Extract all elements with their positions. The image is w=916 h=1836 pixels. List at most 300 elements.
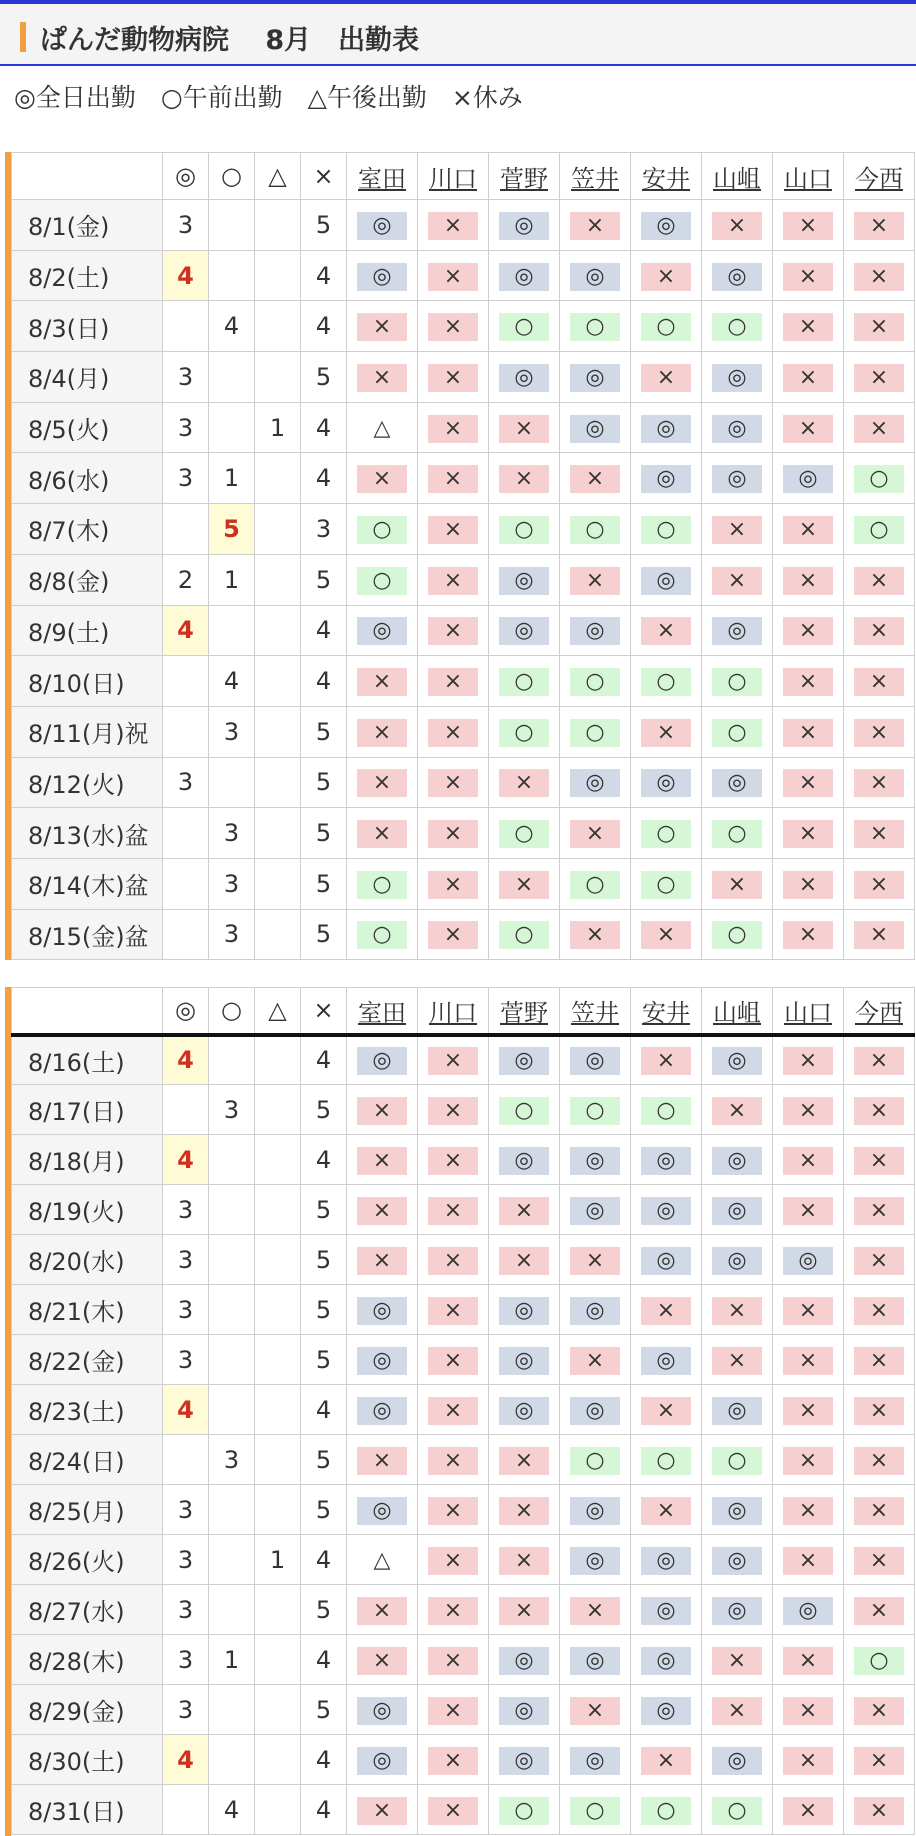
table-row [12, 504, 915, 555]
staff-mark-cell [560, 554, 631, 605]
attendance-mark: ◎ [357, 1697, 407, 1725]
attendance-mark: ◎ [641, 1147, 691, 1175]
attendance-mark: ◎ [712, 465, 762, 493]
staff-mark-cell [560, 250, 631, 301]
header-staff-name[interactable]: 室田 [347, 988, 418, 1035]
count-off: 4 [301, 1135, 347, 1185]
header-staff-name[interactable]: 安井 [631, 988, 702, 1035]
count-off: 4 [301, 656, 347, 707]
attendance-mark: × [570, 465, 620, 493]
staff-mark-cell [489, 858, 560, 909]
row-date: 8/24(日) [12, 1435, 163, 1485]
staff-mark-cell [489, 605, 560, 656]
row-date: 8/16(土) [12, 1035, 163, 1085]
staff-mark-cell [489, 554, 560, 605]
staff-mark-cell [844, 858, 915, 909]
count-off: 4 [301, 402, 347, 453]
attendance-mark: ○ [499, 820, 549, 848]
count-full-day [163, 1785, 209, 1835]
table-row [12, 1735, 915, 1785]
count-afternoon [255, 605, 301, 656]
staff-mark-cell [844, 453, 915, 504]
attendance-mark: × [428, 1497, 478, 1525]
attendance-mark: × [854, 567, 904, 595]
staff-mark-cell [489, 706, 560, 757]
staff-mark-cell [418, 605, 489, 656]
staff-mark-cell [418, 1035, 489, 1085]
staff-mark-cell [702, 1285, 773, 1335]
count-full-day: 2 [163, 554, 209, 605]
attendance-mark: × [854, 212, 904, 240]
count-morning [209, 352, 255, 403]
staff-mark-cell [844, 504, 915, 555]
attendance-mark: ◎ [499, 364, 549, 392]
header-staff-name[interactable]: 菅野 [489, 153, 560, 200]
staff-mark-cell [844, 808, 915, 859]
attendance-mark: × [641, 263, 691, 291]
count-morning: 3 [209, 909, 255, 960]
count-full-day: 4 [163, 1735, 209, 1785]
count-off: 3 [301, 504, 347, 555]
staff-mark-cell [418, 757, 489, 808]
attendance-mark: × [428, 364, 478, 392]
staff-mark-cell [631, 1585, 702, 1635]
count-morning [209, 1585, 255, 1635]
count-afternoon [255, 757, 301, 808]
attendance-mark: × [783, 1147, 833, 1175]
count-afternoon [255, 1335, 301, 1385]
staff-mark-cell [560, 1185, 631, 1235]
staff-mark-cell [489, 1635, 560, 1685]
staff-mark-cell [347, 250, 418, 301]
staff-mark-cell [631, 1185, 702, 1235]
staff-mark-cell [702, 706, 773, 757]
staff-mark-cell [489, 1035, 560, 1085]
staff-mark-cell [560, 1085, 631, 1135]
count-morning: 3 [209, 706, 255, 757]
header-staff-name[interactable]: 川口 [418, 153, 489, 200]
row-date: 8/25(月) [12, 1485, 163, 1535]
attendance-mark: × [428, 1197, 478, 1225]
staff-mark-cell [418, 1635, 489, 1685]
staff-mark-cell [347, 1285, 418, 1335]
row-date: 8/3(日) [12, 301, 163, 352]
attendance-mark: × [783, 567, 833, 595]
row-date: 8/22(金) [12, 1335, 163, 1385]
schedule-table-part2 [11, 987, 915, 1835]
attendance-mark: × [428, 1147, 478, 1175]
table-row [12, 1635, 915, 1685]
count-afternoon [255, 250, 301, 301]
attendance-mark: ○ [712, 820, 762, 848]
count-full-day: 3 [163, 1335, 209, 1385]
count-afternoon [255, 1435, 301, 1485]
staff-mark-cell [702, 1735, 773, 1785]
staff-mark-cell [844, 1535, 915, 1585]
count-morning: 3 [209, 1085, 255, 1135]
staff-mark-cell [844, 706, 915, 757]
staff-mark-cell [347, 1385, 418, 1435]
staff-mark-cell [773, 250, 844, 301]
attendance-mark: ○ [499, 1097, 549, 1125]
attendance-mark: ○ [570, 1097, 620, 1125]
count-afternoon [255, 1035, 301, 1085]
staff-mark-cell [418, 1235, 489, 1285]
attendance-mark: ○ [641, 871, 691, 899]
attendance-mark: × [712, 567, 762, 595]
attendance-mark: ◎ [641, 567, 691, 595]
attendance-mark: ○ [570, 719, 620, 747]
attendance-mark: × [641, 1047, 691, 1075]
attendance-mark: ○ [712, 1797, 762, 1825]
staff-mark-cell [347, 1485, 418, 1535]
row-date: 8/9(土) [12, 605, 163, 656]
staff-mark-cell [844, 605, 915, 656]
attendance-mark: × [854, 1097, 904, 1125]
count-afternoon [255, 200, 301, 251]
staff-mark-cell [844, 1285, 915, 1335]
attendance-mark: × [428, 1547, 478, 1575]
attendance-mark: × [499, 1497, 549, 1525]
count-full-day: 3 [163, 402, 209, 453]
row-date: 8/19(火) [12, 1185, 163, 1235]
count-afternoon [255, 1235, 301, 1285]
staff-mark-cell [702, 504, 773, 555]
header-staff-name[interactable]: 今西 [844, 153, 915, 200]
table-row [12, 1185, 915, 1235]
attendance-mark: × [428, 212, 478, 240]
attendance-mark: ○ [499, 668, 549, 696]
staff-mark-cell [773, 909, 844, 960]
count-afternoon [255, 352, 301, 403]
staff-mark-cell [702, 1235, 773, 1285]
count-full-day: 3 [163, 1235, 209, 1285]
attendance-mark: × [428, 1097, 478, 1125]
count-full-day: 4 [163, 1385, 209, 1435]
attendance-mark: ○ [499, 921, 549, 949]
header-staff-name[interactable]: 今西 [844, 988, 915, 1035]
attendance-mark: × [428, 415, 478, 443]
staff-mark-cell [489, 1185, 560, 1235]
attendance-mark: ○ [854, 1647, 904, 1675]
attendance-mark: ◎ [357, 1297, 407, 1325]
staff-mark-cell [418, 504, 489, 555]
table-row [12, 1285, 915, 1335]
staff-mark-cell [844, 1685, 915, 1735]
count-morning: 5 [209, 504, 255, 555]
schedule-table-part1 [11, 152, 915, 960]
attendance-mark: × [783, 769, 833, 797]
attendance-mark: × [783, 871, 833, 899]
table-row [12, 858, 915, 909]
attendance-mark: ○ [570, 1797, 620, 1825]
attendance-mark: × [499, 769, 549, 797]
attendance-mark: ○ [712, 1447, 762, 1475]
attendance-mark: × [428, 567, 478, 595]
staff-mark-cell [418, 1585, 489, 1635]
count-afternoon [255, 1485, 301, 1535]
attendance-mark: × [357, 1597, 407, 1625]
staff-mark-cell [631, 1385, 702, 1435]
staff-mark-cell [418, 1135, 489, 1185]
staff-mark-cell [489, 808, 560, 859]
count-afternoon: 1 [255, 402, 301, 453]
header-staff-name[interactable]: 菅野 [489, 988, 560, 1035]
attendance-mark: × [428, 871, 478, 899]
header-blank-cell [12, 988, 163, 1035]
attendance-mark: × [428, 465, 478, 493]
count-full-day [163, 1085, 209, 1135]
count-off: 4 [301, 1535, 347, 1585]
count-full-day [163, 504, 209, 555]
attendance-mark: × [499, 871, 549, 899]
header-staff-name[interactable]: 室田 [347, 153, 418, 200]
count-off: 5 [301, 1685, 347, 1735]
staff-mark-cell [560, 1485, 631, 1535]
count-off: 5 [301, 1235, 347, 1285]
attendance-mark: × [499, 1247, 549, 1275]
count-morning: 1 [209, 1635, 255, 1685]
table-row [12, 1485, 915, 1535]
staff-mark-cell [702, 1585, 773, 1635]
staff-mark-cell [631, 1285, 702, 1335]
count-morning: 4 [209, 301, 255, 352]
attendance-mark: × [854, 1747, 904, 1775]
attendance-mark: ◎ [499, 1347, 549, 1375]
staff-mark-cell [773, 757, 844, 808]
attendance-mark: △ [373, 415, 391, 441]
count-off: 4 [301, 1035, 347, 1085]
count-full-day [163, 656, 209, 707]
header-staff-name[interactable]: 山口 [773, 153, 844, 200]
schedule-table-part2-wrap [0, 987, 916, 1836]
staff-mark-cell [773, 1535, 844, 1585]
attendance-mark: × [499, 1447, 549, 1475]
staff-mark-cell [489, 402, 560, 453]
attendance-mark: × [499, 465, 549, 493]
attendance-mark: × [783, 415, 833, 443]
attendance-mark: ◎ [570, 1047, 620, 1075]
staff-mark-cell [702, 250, 773, 301]
count-morning [209, 1135, 255, 1185]
staff-mark-cell [347, 1785, 418, 1835]
attendance-mark: ○ [499, 313, 549, 341]
attendance-mark: ◎ [570, 1497, 620, 1525]
staff-mark-cell [773, 301, 844, 352]
header-staff-name[interactable]: 山岨 [702, 153, 773, 200]
count-morning [209, 200, 255, 251]
staff-mark-cell [560, 352, 631, 403]
staff-mark-cell [631, 1435, 702, 1485]
table-row [12, 200, 915, 251]
staff-mark-cell [631, 200, 702, 251]
attendance-mark: × [428, 1297, 478, 1325]
staff-mark-cell [631, 1535, 702, 1585]
staff-mark-cell [702, 352, 773, 403]
staff-mark-cell [773, 1585, 844, 1635]
attendance-mark: ◎ [499, 212, 549, 240]
count-afternoon [255, 301, 301, 352]
header-staff-name[interactable]: 笠井 [560, 988, 631, 1035]
attendance-mark: × [783, 1497, 833, 1525]
staff-mark-cell [773, 1335, 844, 1385]
attendance-mark: × [428, 1347, 478, 1375]
table-row [12, 1135, 915, 1185]
count-full-day: 3 [163, 1185, 209, 1235]
header-staff-name[interactable]: 山岨 [702, 988, 773, 1035]
staff-mark-cell [773, 1235, 844, 1285]
staff-mark-cell [560, 200, 631, 251]
staff-mark-cell [489, 656, 560, 707]
staff-mark-cell [489, 1235, 560, 1285]
staff-mark-cell [631, 1735, 702, 1785]
staff-mark-cell [631, 757, 702, 808]
count-full-day: 3 [163, 1485, 209, 1535]
staff-mark-cell [489, 504, 560, 555]
staff-mark-cell [560, 858, 631, 909]
attendance-mark: × [428, 668, 478, 696]
table-row [12, 1235, 915, 1285]
row-date: 8/18(月) [12, 1135, 163, 1185]
count-full-day [163, 706, 209, 757]
attendance-mark: × [783, 1547, 833, 1575]
count-full-day [163, 909, 209, 960]
attendance-mark: ◎ [357, 1497, 407, 1525]
attendance-mark: ◎ [570, 1397, 620, 1425]
staff-mark-cell [844, 1485, 915, 1535]
count-afternoon [255, 909, 301, 960]
attendance-mark: ○ [641, 1097, 691, 1125]
staff-mark-cell [844, 1785, 915, 1835]
table-row [12, 706, 915, 757]
attendance-mark: ◎ [712, 1597, 762, 1625]
staff-mark-cell [631, 1085, 702, 1135]
staff-mark-cell [702, 1135, 773, 1185]
attendance-mark: × [428, 1647, 478, 1675]
staff-mark-cell [489, 352, 560, 403]
staff-mark-cell [347, 504, 418, 555]
staff-mark-cell [560, 706, 631, 757]
count-morning [209, 757, 255, 808]
staff-mark-cell [702, 1685, 773, 1735]
count-off: 4 [301, 453, 347, 504]
count-off: 5 [301, 1335, 347, 1385]
staff-mark-cell [631, 1235, 702, 1285]
attendance-mark: × [854, 668, 904, 696]
staff-mark-cell [489, 1385, 560, 1435]
attendance-mark: ◎ [712, 617, 762, 645]
count-afternoon [255, 858, 301, 909]
staff-mark-cell [347, 706, 418, 757]
staff-mark-cell [347, 402, 418, 453]
attendance-mark: × [428, 1747, 478, 1775]
header-staff-name[interactable]: 安井 [631, 153, 702, 200]
staff-mark-cell [844, 554, 915, 605]
attendance-mark: ◎ [357, 1397, 407, 1425]
attendance-mark: × [854, 921, 904, 949]
attendance-mark: ○ [570, 313, 620, 341]
attendance-mark: ◎ [712, 364, 762, 392]
count-afternoon [255, 1385, 301, 1435]
attendance-mark: × [570, 921, 620, 949]
attendance-mark: × [783, 212, 833, 240]
attendance-mark: × [854, 1697, 904, 1725]
attendance-mark: × [783, 820, 833, 848]
table-row [12, 453, 915, 504]
count-morning: 1 [209, 453, 255, 504]
attendance-mark: × [783, 1047, 833, 1075]
attendance-mark: ◎ [641, 1597, 691, 1625]
header-staff-name[interactable]: 山口 [773, 988, 844, 1035]
count-morning: 3 [209, 808, 255, 859]
count-off: 4 [301, 1385, 347, 1435]
attendance-mark: ◎ [499, 1047, 549, 1075]
row-date: 8/17(日) [12, 1085, 163, 1135]
staff-mark-cell [418, 706, 489, 757]
count-afternoon [255, 808, 301, 859]
staff-mark-cell [418, 402, 489, 453]
staff-mark-cell [560, 909, 631, 960]
header-staff-name[interactable]: 笠井 [560, 153, 631, 200]
row-date: 8/11(月)祝 [12, 706, 163, 757]
staff-mark-cell [844, 200, 915, 251]
header-row [12, 153, 915, 200]
attendance-mark: ◎ [570, 364, 620, 392]
count-afternoon [255, 1735, 301, 1785]
count-off: 5 [301, 1435, 347, 1485]
staff-mark-cell [773, 1785, 844, 1835]
attendance-mark: × [854, 1047, 904, 1075]
staff-mark-cell [347, 909, 418, 960]
count-off: 5 [301, 1285, 347, 1335]
count-off: 5 [301, 352, 347, 403]
attendance-mark: × [357, 1097, 407, 1125]
staff-mark-cell [418, 1385, 489, 1435]
staff-mark-cell [560, 1235, 631, 1285]
staff-mark-cell [773, 1135, 844, 1185]
attendance-mark: ◎ [357, 1047, 407, 1075]
table-row [12, 1085, 915, 1135]
staff-mark-cell [347, 352, 418, 403]
staff-mark-cell [560, 1685, 631, 1735]
attendance-mark: ◎ [641, 415, 691, 443]
staff-mark-cell [702, 453, 773, 504]
table-row [12, 554, 915, 605]
count-morning [209, 1285, 255, 1335]
attendance-mark: × [570, 820, 620, 848]
attendance-mark: × [854, 1297, 904, 1325]
attendance-mark: ○ [641, 820, 691, 848]
staff-mark-cell [844, 301, 915, 352]
attendance-mark: ◎ [712, 1197, 762, 1225]
table-row [12, 1585, 915, 1635]
attendance-mark: ◎ [570, 1147, 620, 1175]
staff-mark-cell [702, 1185, 773, 1235]
page-title: ぱんだ動物病院 8月 出勤表 [40, 25, 420, 56]
attendance-mark: × [428, 1447, 478, 1475]
attendance-mark: × [428, 769, 478, 797]
header-staff-name[interactable]: 川口 [418, 988, 489, 1035]
attendance-mark: ○ [357, 871, 407, 899]
count-morning [209, 1385, 255, 1435]
table-row [12, 808, 915, 859]
attendance-mark: ○ [641, 313, 691, 341]
count-morning [209, 605, 255, 656]
attendance-mark: ◎ [712, 1497, 762, 1525]
attendance-mark: ◎ [641, 769, 691, 797]
staff-mark-cell [560, 1385, 631, 1435]
row-date: 8/2(土) [12, 250, 163, 301]
